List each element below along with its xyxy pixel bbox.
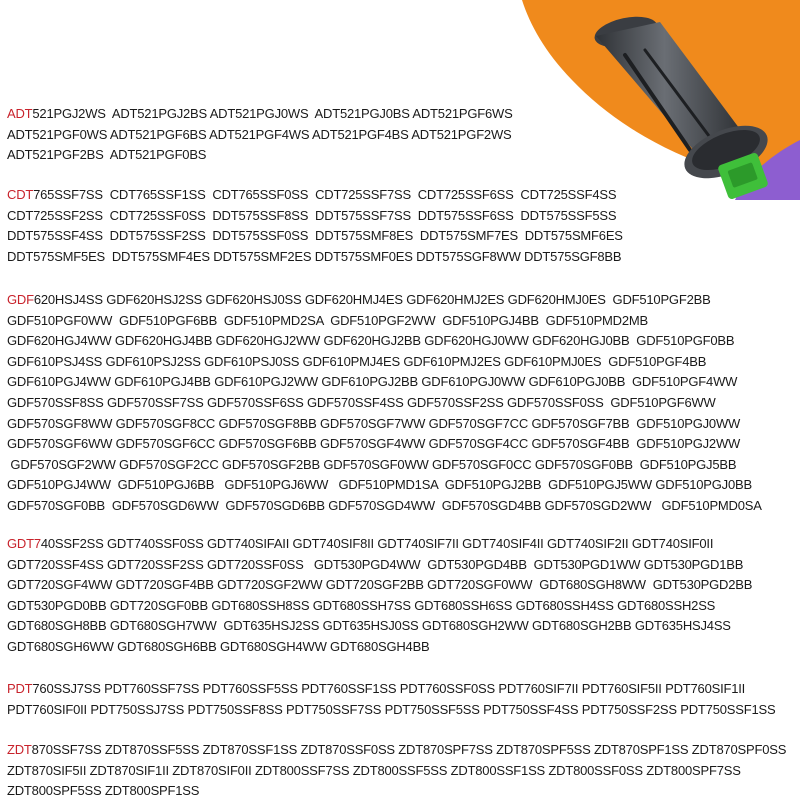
model-line <box>7 290 762 311</box>
model-line: GDT530PGD0BB GDT720SGF0BB GDT680SSH8SS GDT680SSH7SS GDT680SSH6SS GDT680SSH4SS GDT680SSH2SS <box>7 597 716 613</box>
brand-prefix: GDF <box>7 292 34 307</box>
model-line: GDF570SSF8SS GDF570SSF7SS GDF570SSF6SS GDF570SSF4SS GDF570SSF2SS GDF570SSF0SS GDF510PGF6WW <box>7 394 716 410</box>
model-text: 760SSJ7SS PDT760SSF7SS PDT760SSF5SS PDT760SSF1SS PDT760SSF0SS PDT760SIF7II PDT760SIF5II PDT760SIF1II <box>32 681 746 696</box>
model-group-pdt <box>7 679 775 720</box>
model-line: ZDT800SPF5SS ZDT800SPF1SS <box>7 783 200 799</box>
model-line <box>7 740 786 761</box>
model-group-zdt <box>7 740 786 802</box>
model-line: GDF570SGF8WW GDF570SGF8CC GDF570SGF8BB GDF570SGF7WW GDF570SGF7CC GDF570SGF7BB GDF510PGJ0WW <box>7 415 741 431</box>
model-text: 765SSF7SS CDT765SSF1SS CDT765SSF0SS CDT725SSF7SS CDT725SSF6SS CDT725SSF4SS <box>33 187 617 202</box>
model-group-adt <box>7 104 567 166</box>
model-line: PDT760SIF0II PDT750SSJ7SS PDT750SSF8SS PDT750SSF7SS PDT750SSF5SS PDT750SSF4SS PDT750SSF2SS PDT750SSF1SS <box>7 701 776 717</box>
model-line: ADT521PGF2BS ADT521PGF0BS <box>7 147 207 163</box>
model-group-gdf <box>7 290 762 517</box>
brand-prefix: GDT7 <box>7 536 41 551</box>
model-line: ZDT870SIF5II ZDT870SIF1II ZDT870SIF0II ZDT800SSF7SS ZDT800SSF5SS ZDT800SSF1SS ZDT800SSF0SS ZDT800SPF7SS <box>7 762 741 778</box>
model-line: GDT720SGF4WW GDT720SGF4BB GDT720SGF2WW GDT720SGF2BB GDT720SGF0WW GDT680SGH8WW GDT530PGD2BB <box>7 577 753 593</box>
model-line: GDF510PGJ4WW GDF510PGJ6BB GDF510PGJ6WW GDF510PMD1SA GDF510PGJ2BB GDF510PGJ5WW GDF510PGJ0BB <box>7 477 752 493</box>
model-line: GDF570SGF0BB GDF570SGD6WW GDF570SGD6BB GDF570SGD4WW GDF570SGD4BB GDF570SGD2WW GDF510PMD0SA <box>7 497 762 513</box>
model-line: GDT680SGH6WW GDT680SGH6BB GDT680SGH4WW GDT680SGH4BB <box>7 638 430 654</box>
brand-prefix: PDT <box>7 681 33 696</box>
model-text: 40SSF2SS GDT740SSF0SS GDT740SIFAII GDT740SIF8II GDT740SIF7II GDT740SIF4II GDT740SIF2II GDT740SIF0II <box>40 536 714 551</box>
model-line: GDF610PGJ4WW GDF610PGJ4BB GDF610PGJ2WW GDF610PGJ2BB GDF610PGJ0WW GDF610PGJ0BB GDF510PGF4WW <box>7 374 738 390</box>
model-text: 620HSJ4SS GDF620HSJ2SS GDF620HSJ0SS GDF620HMJ4ES GDF620HMJ2ES GDF620HMJ0ES GDF510PGF2BB <box>33 292 711 307</box>
model-line: GDT680SGH8BB GDT680SGH7WW GDT635HSJ2SS GDT635HSJ0SS GDT680SGH2WW GDT680SGH2BB GDT635HSJ4SS <box>7 618 731 634</box>
model-line <box>7 534 752 555</box>
model-line: DDT575SMF5ES DDT575SMF4ES DDT575SMF2ES DDT575SMF0ES DDT575SGF8WW DDT575SGF8BB <box>7 248 622 264</box>
product-banner <box>0 0 800 200</box>
model-group-cdt <box>7 185 687 267</box>
model-line <box>7 104 567 125</box>
brand-prefix: CDT <box>7 187 34 202</box>
model-line <box>7 185 687 206</box>
model-line: DDT575SSF4SS DDT575SSF2SS DDT575SSF0SS DDT575SMF8ES DDT575SMF7ES DDT575SMF6ES <box>7 228 623 244</box>
model-text: 870SSF7SS ZDT870SSF5SS ZDT870SSF1SS ZDT870SSF0SS ZDT870SPF7SS ZDT870SPF5SS ZDT870SPF1SS ZDT870SPF0SS <box>31 742 787 757</box>
model-line: GDF570SGF2WW GDF570SGF2CC GDF570SGF2BB GDF570SGF0WW GDF570SGF0CC GDF570SGF0BB GDF510PGJ5BB <box>7 456 737 472</box>
model-line: GDF510PGF0WW GDF510PGF6BB GDF510PMD2SA GDF510PGF2WW GDF510PGJ4BB GDF510PMD2MB <box>7 312 649 328</box>
model-line: GDF570SGF6WW GDF570SGF6CC GDF570SGF6BB GDF570SGF4WW GDF570SGF4CC GDF570SGF4BB GDF510PGJ2WW <box>7 436 741 452</box>
brand-prefix: ZDT <box>7 742 32 757</box>
model-line: GDT720SSF4SS GDT720SSF2SS GDT720SSF0SS GDT530PGD4WW GDT530PGD4BB GDT530PGD1WW GDT530PGD1BB <box>7 556 744 572</box>
model-group-gdt <box>7 534 752 658</box>
model-line: GDF620HGJ4WW GDF620HGJ4BB GDF620HGJ2WW GDF620HGJ2BB GDF620HGJ0WW GDF620HGJ0BB GDF510PGF0BB <box>7 333 735 349</box>
model-line: ADT521PGF0WS ADT521PGF6BS ADT521PGF4WS ADT521PGF4BS ADT521PGF2WS <box>7 126 512 142</box>
brand-prefix: ADT <box>7 106 33 121</box>
model-line: GDF610PSJ4SS GDF610PSJ2SS GDF610PSJ0SS GDF610PMJ4ES GDF610PMJ2ES GDF610PMJ0ES GDF510PGF4BB <box>7 353 707 369</box>
model-line: CDT725SSF2SS CDT725SSF0SS DDT575SSF8SS DDT575SSF7SS DDT575SSF6SS DDT575SSF5SS <box>7 207 617 223</box>
model-line <box>7 679 775 700</box>
model-text: 521PGJ2WS ADT521PGJ2BS ADT521PGJ0WS ADT521PGJ0BS ADT521PGF6WS <box>32 106 513 121</box>
